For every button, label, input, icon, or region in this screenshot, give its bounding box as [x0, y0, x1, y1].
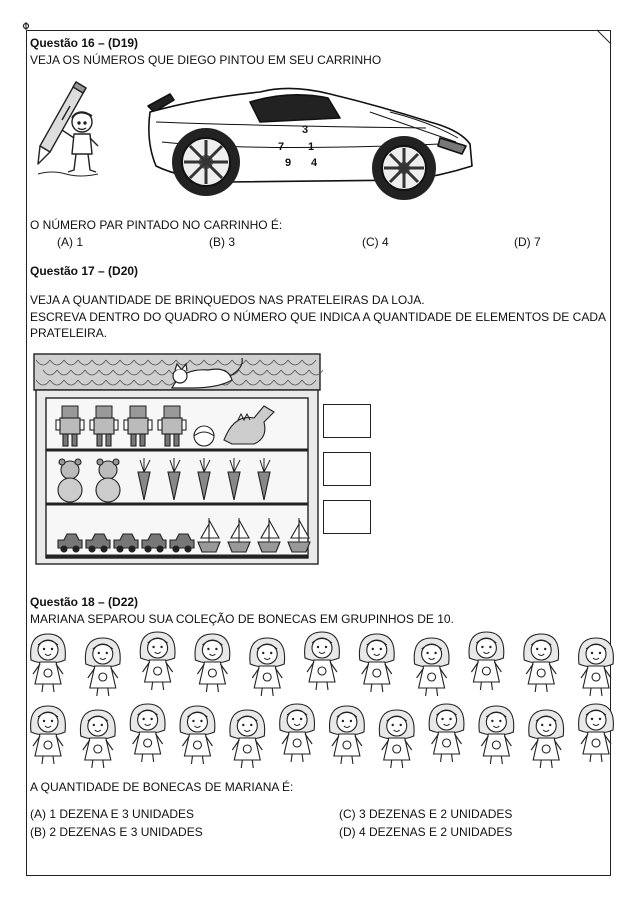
doll-icon-22	[529, 710, 564, 768]
doll-icon-21	[479, 706, 514, 764]
q18-option-b[interactable]: (B) 2 DEZENAS E 3 UNIDADES	[30, 825, 203, 839]
doll-icon-18	[330, 706, 365, 764]
q16-option-a[interactable]: (A) 1	[57, 235, 84, 249]
q18-option-a[interactable]: (A) 1 DEZENA E 3 UNIDADES	[30, 807, 195, 821]
q18-question: A QUANTIDADE DE BONECAS DE MARIANA É:	[30, 780, 294, 794]
q18-option-c[interactable]: (C) 3 DEZENAS E 2 UNIDADES	[339, 807, 513, 821]
q16-prompt: VEJA OS NÚMEROS QUE DIEGO PINTOU EM SEU CARRINHO	[30, 53, 382, 67]
car-number-7: 7	[278, 141, 285, 153]
q18-title: Questão 18 – (D22)	[30, 595, 139, 609]
doll-icon-4	[195, 634, 230, 692]
car-front-wheel	[372, 136, 436, 200]
doll-icon-14	[130, 704, 165, 762]
doll-icon-20	[429, 704, 464, 762]
shelf-1-ball-icon	[194, 426, 214, 446]
doll-icon-9	[469, 632, 504, 690]
q17-line2: ESCREVA DENTRO DO QUADRO O NÚMERO QUE INDICA A QUANTIDADE DE ELEMENTOS DE CADA PRATELEIRA.	[30, 310, 606, 340]
q18-option-d[interactable]: (D) 4 DEZENAS E 2 UNIDADES	[339, 825, 513, 839]
folded-corner-icon	[597, 30, 611, 44]
q16-option-d[interactable]: (D) 7	[514, 235, 541, 249]
doll-icon-19	[379, 710, 414, 768]
doll-icon-11	[579, 638, 614, 696]
dolls-illustration	[30, 630, 610, 772]
doll-icon-12	[31, 706, 66, 764]
toy-shelf-illustration	[32, 352, 322, 566]
doll-icon-16	[230, 710, 265, 768]
shelf-1-answer-box[interactable]	[323, 404, 371, 438]
shelf-2-answer-box[interactable]	[323, 452, 371, 486]
doll-icon-6	[305, 632, 340, 690]
q17-line1: VEJA A QUANTIDADE DE BRINQUEDOS NAS PRATELEIRAS DA LOJA.	[30, 293, 425, 307]
doll-icon-7	[359, 634, 394, 692]
doll-icon-15	[180, 706, 215, 764]
doll-icon-17	[280, 704, 315, 762]
boy-with-pencil-illustration	[32, 78, 102, 182]
q17-title: Questão 17 – (D20)	[30, 264, 139, 278]
doll-icon-23	[579, 704, 614, 762]
doll-icon-5	[250, 638, 285, 696]
doll-icon-3	[140, 632, 175, 690]
car-number-4: 4	[311, 157, 318, 169]
q16-title: Questão 16 – (D19)	[30, 36, 139, 50]
car-number-3: 3	[302, 124, 309, 136]
doll-icon-1	[31, 634, 66, 692]
doll-icon-2	[85, 638, 120, 696]
shelf-3-answer-box[interactable]	[323, 500, 371, 534]
car-number-1: 1	[308, 141, 315, 153]
q16-option-c[interactable]: (C) 4	[362, 235, 389, 249]
doll-icon-10	[524, 634, 559, 692]
q16-question: O NÚMERO PAR PINTADO NO CARRINHO É:	[30, 218, 283, 232]
q16-option-b[interactable]: (B) 3	[209, 235, 236, 249]
car-number-9: 9	[285, 157, 292, 169]
doll-icon-8	[414, 638, 449, 696]
car-rear-wheel	[172, 128, 240, 196]
q18-prompt: MARIANA SEPAROU SUA COLEÇÃO DE BONECAS EM GRUPINHOS DE 10.	[30, 612, 454, 626]
doll-icon-13	[80, 710, 115, 768]
pin-icon	[22, 22, 30, 30]
